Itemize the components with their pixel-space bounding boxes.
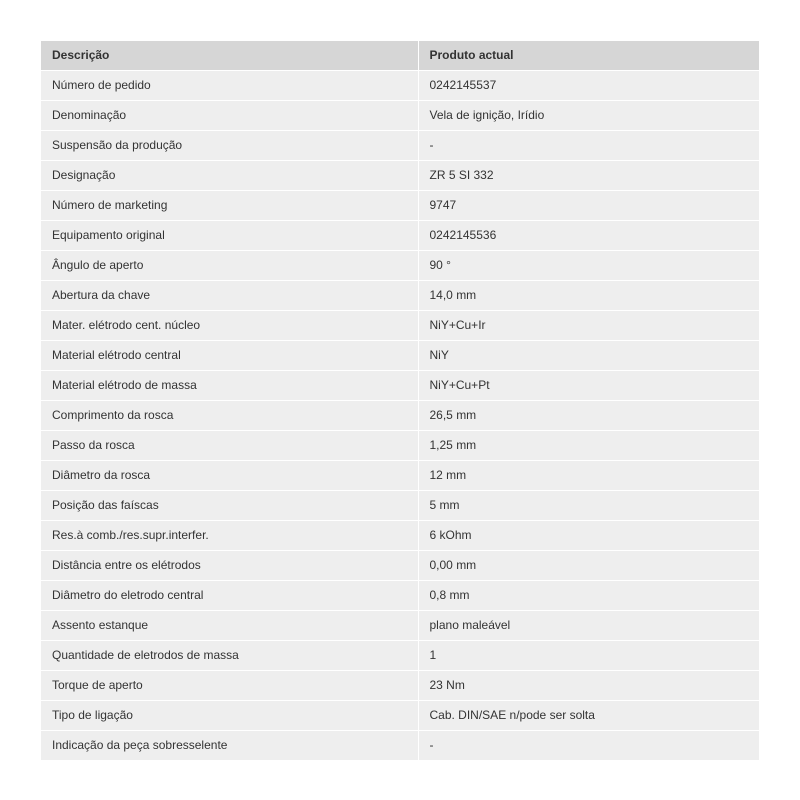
row-value: 1	[418, 640, 759, 670]
row-value: Vela de ignição, Irídio	[418, 100, 759, 130]
header-description: Descrição	[41, 41, 418, 70]
row-label: Abertura da chave	[41, 280, 418, 310]
row-value: 0242145537	[418, 70, 759, 100]
table-row	[41, 190, 759, 220]
row-label: Número de marketing	[41, 190, 418, 220]
table-row	[41, 220, 759, 250]
row-label: Material elétrodo de massa	[41, 370, 418, 400]
row-label: Número de pedido	[41, 70, 418, 100]
table-row	[41, 70, 759, 100]
table-row	[41, 490, 759, 520]
table-row	[41, 100, 759, 130]
row-label: Denominação	[41, 100, 418, 130]
table-row	[41, 160, 759, 190]
header-current-product: Produto actual	[418, 41, 759, 70]
table-row	[41, 670, 759, 700]
row-label: Indicação da peça sobresselente	[41, 730, 418, 760]
row-label: Mater. elétrodo cent. núcleo	[41, 310, 418, 340]
row-value: Cab. DIN/SAE n/pode ser solta	[418, 700, 759, 730]
row-value: 6 kOhm	[418, 520, 759, 550]
spec-table	[41, 41, 759, 761]
table-body	[41, 70, 759, 760]
row-value: 26,5 mm	[418, 400, 759, 430]
row-value: 0242145536	[418, 220, 759, 250]
table-row	[41, 700, 759, 730]
row-value: 1,25 mm	[418, 430, 759, 460]
row-value: 14,0 mm	[418, 280, 759, 310]
row-label: Equipamento original	[41, 220, 418, 250]
row-value: 5 mm	[418, 490, 759, 520]
row-value: NiY+Cu+Ir	[418, 310, 759, 340]
row-value: -	[418, 730, 759, 760]
row-label: Passo da rosca	[41, 430, 418, 460]
table-row	[41, 730, 759, 760]
row-value: 12 mm	[418, 460, 759, 490]
table-header	[41, 41, 759, 70]
row-label: Ângulo de aperto	[41, 250, 418, 280]
header-row	[41, 41, 759, 70]
row-value: -	[418, 130, 759, 160]
table-row	[41, 280, 759, 310]
table-row	[41, 580, 759, 610]
table-row	[41, 430, 759, 460]
row-value: 23 Nm	[418, 670, 759, 700]
table-row	[41, 340, 759, 370]
row-value: 90 °	[418, 250, 759, 280]
table-row	[41, 550, 759, 580]
row-value: NiY+Cu+Pt	[418, 370, 759, 400]
row-label: Quantidade de eletrodos de massa	[41, 640, 418, 670]
row-value: NiY	[418, 340, 759, 370]
row-label: Res.à comb./res.supr.interfer.	[41, 520, 418, 550]
row-label: Distância entre os elétrodos	[41, 550, 418, 580]
row-label: Designação	[41, 160, 418, 190]
row-label: Suspensão da produção	[41, 130, 418, 160]
table-row	[41, 610, 759, 640]
table-row	[41, 250, 759, 280]
table-row	[41, 310, 759, 340]
row-label: Diâmetro da rosca	[41, 460, 418, 490]
table-row	[41, 130, 759, 160]
row-value: plano maleável	[418, 610, 759, 640]
row-label: Posição das faíscas	[41, 490, 418, 520]
row-value: 9747	[418, 190, 759, 220]
row-value: 0,00 mm	[418, 550, 759, 580]
row-value: 0,8 mm	[418, 580, 759, 610]
row-label: Material elétrodo central	[41, 340, 418, 370]
row-label: Comprimento da rosca	[41, 400, 418, 430]
table-row	[41, 460, 759, 490]
row-label: Diâmetro do eletrodo central	[41, 580, 418, 610]
table-row	[41, 520, 759, 550]
row-value: ZR 5 SI 332	[418, 160, 759, 190]
table-row	[41, 370, 759, 400]
row-label: Torque de aperto	[41, 670, 418, 700]
row-label: Assento estanque	[41, 610, 418, 640]
row-label: Tipo de ligação	[41, 700, 418, 730]
table-row	[41, 400, 759, 430]
table-row	[41, 640, 759, 670]
